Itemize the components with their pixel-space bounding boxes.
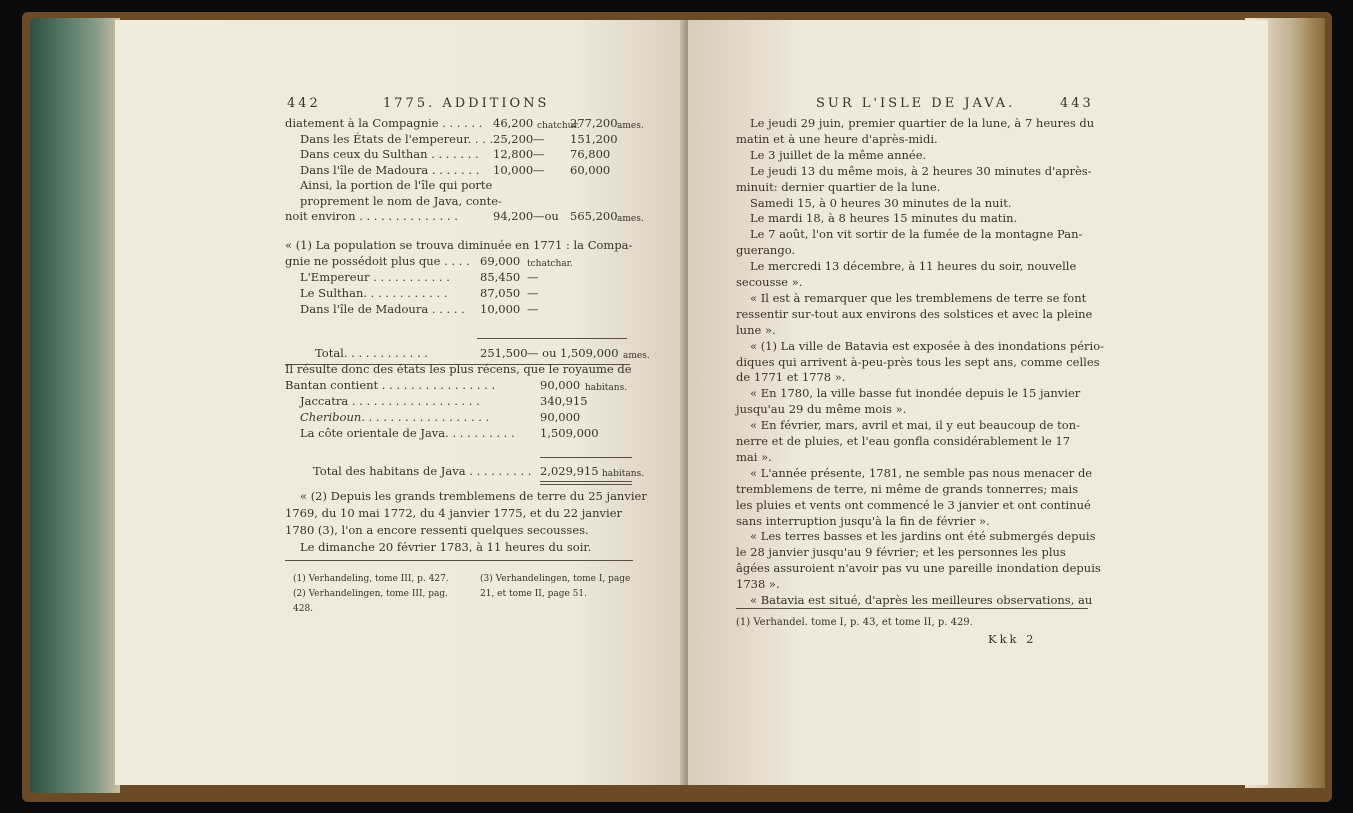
footnote-right-line: 21, et tome II, page 51.: [480, 589, 587, 599]
para3-line: Le dimanche 20 février 1783, à 11 heures du soir.: [300, 540, 592, 554]
row-a-label: Dans l'île de Madoura . . . . . . .: [300, 162, 480, 177]
right-text-line: tremblemens de terre, ni même de grands tonnerres; mais: [736, 481, 1079, 496]
para3-line: « (2) Depuis les grands tremblemens de terre du 25 janvier: [300, 489, 647, 503]
row-a-souls: 277,200: [570, 116, 618, 130]
row-a-label: Dans ceux du Sulthan . . . . . . .: [300, 147, 479, 161]
row-a-dash: —: [533, 147, 545, 161]
footnote-left-line: 428.: [293, 604, 314, 614]
right-text-line: Le jeudi 13 du même mois, à 2 heures 30 minutes d'après-: [750, 163, 1092, 178]
right-text-line: Le 7 août, l'on vit sortir de la fumée de la montagne Pan-: [750, 227, 1083, 242]
row-a-value: 12,800: [493, 147, 534, 161]
signature-mark: Kkk 2: [988, 632, 1037, 646]
note1-unit: tchatchar.: [527, 259, 573, 269]
right-text-line: Le jeudi 29 juin, premier quartier de la lune, à 7 heures du: [750, 116, 1095, 130]
row-a-value: 10,000: [493, 162, 534, 177]
total-2-label: Total des habitans de Java . . . . . . . . .: [313, 464, 532, 478]
right-page: [688, 20, 1268, 785]
note1-unit: —: [527, 270, 539, 284]
right-text-line: mai ».: [736, 449, 772, 464]
footnote-rule-left: [285, 560, 633, 561]
para2-line: La côte orientale de Java. . . . . . . . . .: [300, 426, 515, 440]
right-running-head: SUR L'ISLE DE JAVA.: [816, 96, 1016, 111]
row-a-label: diatement à la Compagnie . . . . . .: [285, 116, 483, 130]
para2-line: Bantan contient . . . . . . . . . . . . . . . .: [285, 378, 496, 392]
row-a-label: noit environ . . . . . . . . . . . . . .: [285, 209, 458, 223]
right-text-line: minuit: dernier quartier de la lune.: [736, 179, 941, 194]
right-text-line: Le 3 juillet de la même année.: [750, 147, 927, 162]
para2-line: Il résulte donc des états les plus récens, que le royaume de: [285, 362, 632, 376]
para2-value: 90,000: [540, 410, 581, 424]
left-page: [115, 20, 685, 785]
right-text-line: matin et à une heure d'après-midi.: [736, 131, 938, 146]
note1-line: gnie ne possédoit plus que . . . .: [285, 254, 470, 268]
left-running-head: 1775. ADDITIONS: [383, 96, 550, 111]
right-text-line: diques qui arrivent à-peu-près tous les sept ans, comme celles: [736, 354, 1100, 369]
row-a-dash: —: [533, 131, 545, 146]
row-a-unit2: ames.: [617, 214, 644, 224]
row-a-label: proprement le nom de Java, conte-: [300, 193, 502, 208]
para2-value: 340,915: [540, 394, 588, 408]
row-a-unit2: ames.: [617, 121, 644, 131]
right-text-line: les pluies et vents ont commencé le 3 janvier et ont continué: [736, 497, 1091, 512]
note1-value: 10,000: [480, 302, 521, 316]
left-page-number: 442: [287, 96, 321, 111]
row-a-souls: 60,000: [570, 162, 611, 177]
right-text-line: « Il est à remarquer que les tremblemens de terre se font: [750, 290, 1087, 305]
row-a-souls: 565,200: [570, 209, 618, 223]
total-1-value: 251,500: [480, 346, 528, 360]
right-text-line: Le mercredi 13 décembre, à 11 heures du soir, nouvelle: [750, 259, 1077, 274]
right-page-number: 443: [1060, 96, 1094, 111]
right-text-line: « L'année présente, 1781, ne semble pas nous menacer de: [750, 465, 1093, 480]
row-a-value: 46,200: [493, 116, 534, 130]
right-text-line: secousse ».: [736, 275, 803, 289]
total-1-label: Total. . . . . . . . . . . .: [315, 346, 428, 360]
para2-line: Jaccatra . . . . . . . . . . . . . . . . . .: [300, 394, 480, 408]
right-text-line: « En 1780, la ville basse fut inondée depuis le 15 janvier: [750, 386, 1081, 401]
right-text-line: Le mardi 18, à 8 heures 15 minutes du matin.: [750, 211, 1018, 226]
row-a-souls: 76,800: [570, 147, 611, 161]
row-a-dash: —: [533, 162, 545, 177]
footnote-left-line: (2) Verhandelingen, tome III, pag.: [293, 589, 449, 599]
right-text-line: « Les terres basses et les jardins ont été submergés depuis: [750, 529, 1096, 544]
right-text-line: de 1771 et 1778 ».: [736, 370, 846, 385]
double-rule-b: [540, 484, 632, 485]
note1-line: « (1) La population se trouva diminuée en 1771 : la Compa-: [285, 238, 633, 252]
total-1-unit: ames.: [623, 351, 650, 361]
right-text-line: nerre et de pluies, et l'eau gonfla considérablement le 17: [736, 434, 1071, 448]
total-1-dash: — ou: [527, 346, 557, 360]
note1-line: Le Sulthan. . . . . . . . . . . .: [300, 286, 448, 300]
footnote-right-line: (3) Verhandelingen, tome I, page: [480, 574, 631, 584]
total-2-value: 2,029,915: [540, 464, 599, 478]
right-text-line: guerango.: [736, 243, 796, 258]
total-1-souls: 1,509,000: [560, 346, 619, 360]
right-text-line: lune ».: [736, 322, 776, 337]
row-a-value: 25,200: [493, 131, 534, 146]
double-rule-a: [540, 481, 632, 482]
right-text-line: âgées assuroient n'avoir pas vu une pareille inondation depuis: [736, 561, 1101, 576]
footnote-rule-right: [736, 608, 1088, 609]
note1-value: 69,000: [480, 254, 521, 268]
row-a-label: Ainsi, la portion de l'île qui porte: [300, 178, 493, 192]
footnote-left-line: (1) Verhandeling, tome III, p. 427.: [293, 574, 449, 584]
para3-line: 1780 (3), l'on a encore ressenti quelques secousses.: [285, 523, 589, 537]
page-edges-left: [30, 18, 120, 793]
right-text-line: jusqu'au 29 du même mois ».: [736, 402, 907, 417]
note1-unit: —: [527, 286, 539, 300]
right-text-line: sans interruption jusqu'à la fin de février ».: [736, 513, 990, 528]
note1-line: L'Empereur . . . . . . . . . . .: [300, 270, 450, 284]
note1-value: 85,450: [480, 270, 521, 284]
right-text-line: le 28 janvier jusqu'au 9 février; et les personnes les plus: [736, 545, 1066, 560]
right-text-line: « (1) La ville de Batavia est exposée à des inondations pério-: [750, 338, 1105, 353]
row-a-dash: —ou: [533, 209, 559, 223]
row-a-unit: chatchur.: [537, 121, 580, 131]
row-a-label: Dans les États de l'empereur. . . .: [300, 131, 494, 146]
total-rule-1: [477, 338, 627, 339]
right-text-line: Samedi 15, à 0 heures 30 minutes de la nuit.: [750, 195, 1012, 210]
total-2-unit: habitans.: [602, 469, 645, 479]
para2-unit: habitans.: [585, 383, 628, 393]
right-text-line: ressentir sur-tout aux environs des solstices et avec la pleine: [736, 306, 1093, 321]
note1-unit: —: [527, 302, 539, 316]
para2-value: 1,509,000: [540, 426, 599, 440]
right-footnote: (1) Verhandel. tome I, p. 43, et tome II, p. 429.: [736, 617, 973, 628]
para2-line: Cheriboun. . . . . . . . . . . . . . . . . .: [300, 410, 490, 424]
right-text-line: « Batavia est situé, d'après les meilleures observations, au: [750, 593, 1093, 607]
row-a-souls: 151,200: [570, 131, 618, 146]
row-a-value: 94,200: [493, 209, 534, 223]
right-text-line: 1738 ».: [736, 577, 780, 592]
note1-line: Dans l'île de Madoura . . . . .: [300, 302, 465, 316]
total-rule-2: [540, 457, 632, 458]
para3-line: 1769, du 10 mai 1772, du 4 janvier 1775, et du 22 janvier: [285, 506, 622, 520]
para2-value: 90,000: [540, 378, 581, 392]
note1-value: 87,050: [480, 286, 521, 300]
right-text-line: « En février, mars, avril et mai, il y eut beaucoup de ton-: [750, 418, 1080, 433]
